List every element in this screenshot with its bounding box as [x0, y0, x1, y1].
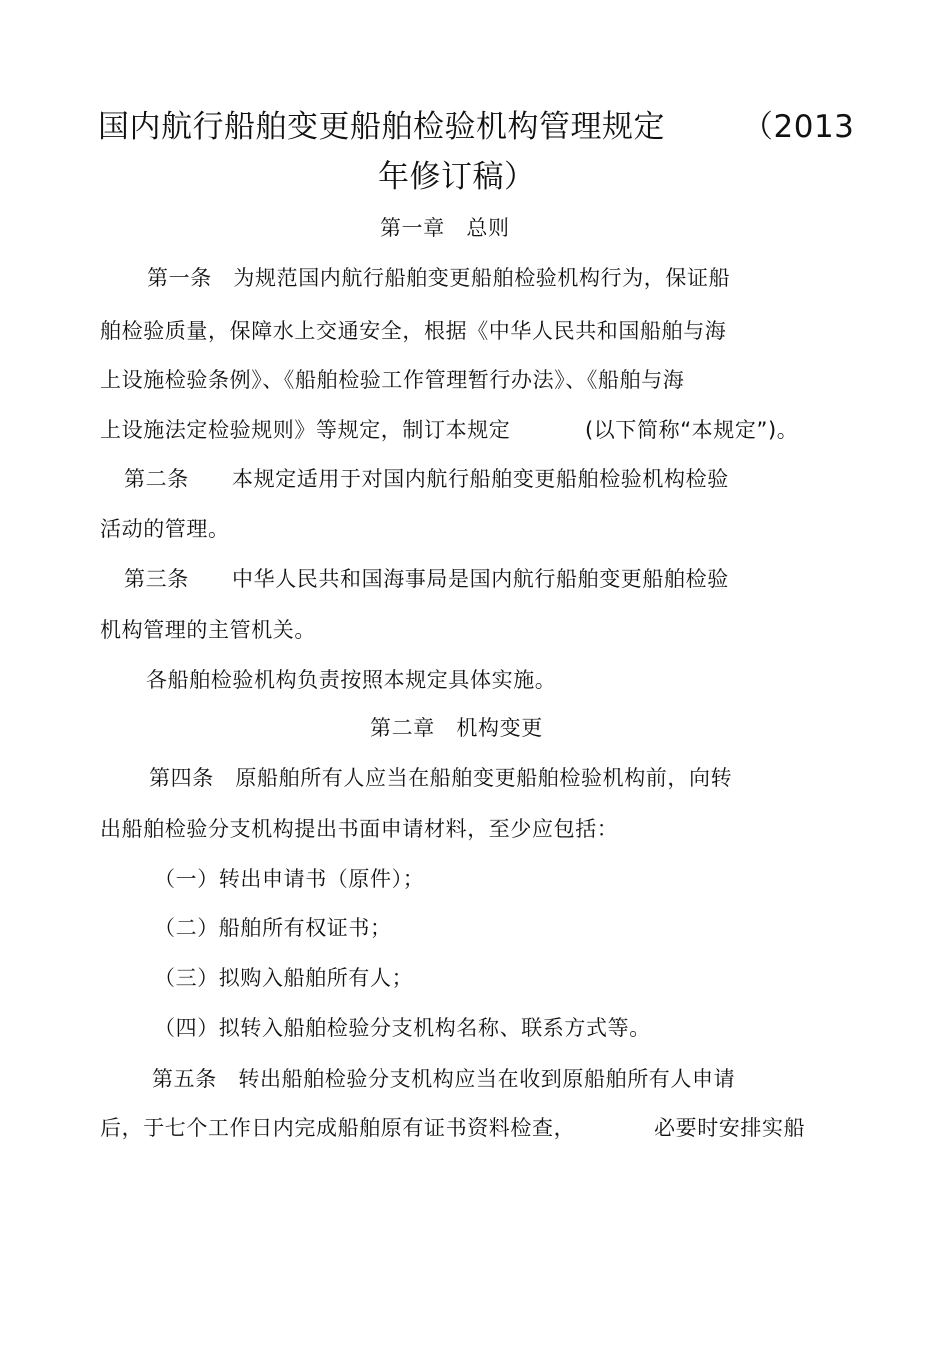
- article2-line: 活动的管理。: [100, 517, 230, 541]
- article1-line: 上设施法定检验规则》等规定，制订本规定: [100, 418, 511, 442]
- document-title-line1: 国内航行船舶变更船舶检验机构管理规定: [98, 109, 665, 145]
- article4-item: （一）转出申请书（原件）；: [154, 867, 425, 891]
- article3-line: 各船舶检验机构负责按照本规定具体实施。: [146, 668, 557, 692]
- article1-line: 第一条 为规范国内航行船舶变更船舶检验机构行为，保证船: [147, 266, 731, 290]
- article1-line: 上设施检验条例》、《船舶检验工作管理暂行办法》、《船舶与海: [100, 368, 685, 392]
- article1-line: 舶检验质量，保障水上交通安全，根据《中华人民共和国船舶与海: [100, 319, 727, 343]
- document-title-line2: 年修订稿）: [378, 159, 536, 195]
- article3-line: 第三条 中华人民共和国海事局是国内航行船舶变更船舶检验: [124, 567, 729, 591]
- chapter-heading: 第二章 机构变更: [370, 716, 543, 740]
- article3-line: 机构管理的主管机关。: [100, 618, 316, 642]
- article4-item: （四）拟转入船舶检验分支机构名称、联系方式等。: [154, 1016, 651, 1040]
- article1-line: (以下简称“本规定”)。: [585, 418, 799, 442]
- article5-line: 后，于七个工作日内完成船舶原有证书资料检查，: [100, 1116, 576, 1140]
- chapter-heading: 第一章 总则: [380, 216, 510, 240]
- article4-line: 出船舶检验分支机构提出书面申请材料，至少应包括：: [100, 817, 619, 841]
- article4-item: （二）船舶所有权证书；: [154, 916, 392, 940]
- document-title-year: （2013: [742, 109, 855, 145]
- article5-line: 必要时安排实船: [654, 1116, 806, 1140]
- article4-line: 第四条 原船舶所有人应当在船舶变更船舶检验机构前，向转: [149, 766, 733, 790]
- article2-line: 第二条 本规定适用于对国内航行船舶变更船舶检验机构检验: [124, 467, 729, 491]
- article5-line: 第五条 转出船舶检验分支机构应当在收到原船舶所有人申请: [152, 1067, 736, 1091]
- article4-item: （三）拟购入船舶所有人；: [154, 966, 414, 990]
